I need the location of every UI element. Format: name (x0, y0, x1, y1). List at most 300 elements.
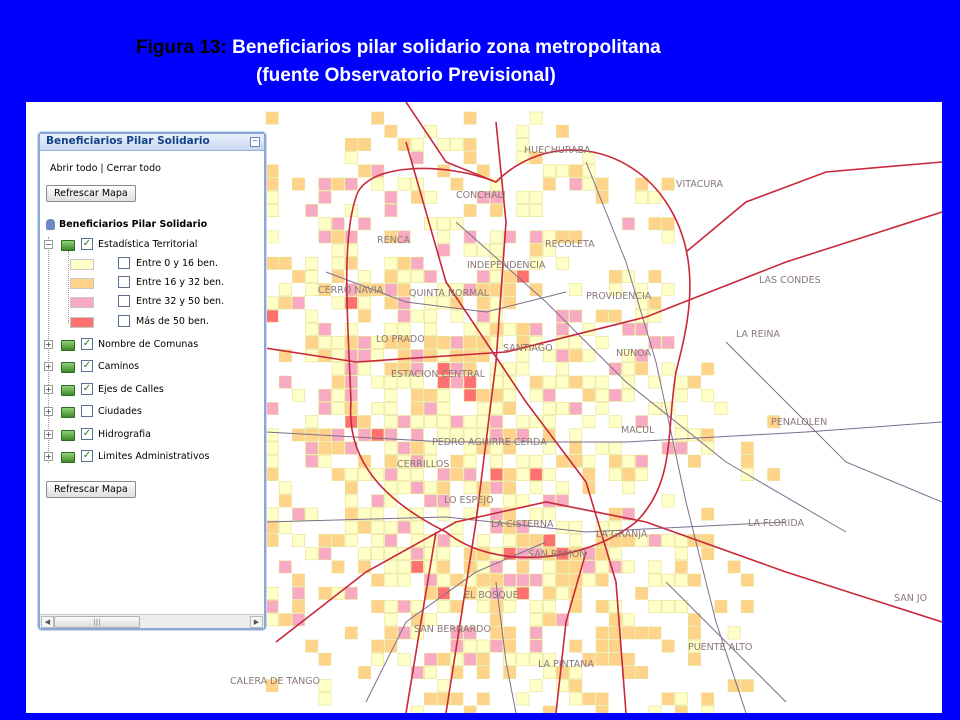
density-cell (411, 416, 423, 428)
comuna-label: PUENTE ALTO (688, 642, 753, 653)
density-cell (319, 534, 331, 546)
density-cell (319, 442, 331, 454)
density-cell (411, 389, 423, 401)
density-cell (675, 442, 687, 454)
density-cell (570, 178, 582, 190)
density-cell (477, 600, 489, 612)
density-cell (530, 455, 542, 467)
density-cell (490, 416, 502, 428)
comuna-label: PROVIDENCIA (586, 291, 652, 302)
density-cell (332, 257, 344, 269)
density-cell (398, 257, 410, 269)
density-cell (504, 389, 516, 401)
density-cell (622, 627, 634, 639)
density-cell (662, 178, 674, 190)
density-cell (385, 614, 397, 626)
folder-icon (61, 385, 75, 396)
density-cell (543, 178, 555, 190)
density-cell (688, 653, 700, 665)
density-cell (398, 482, 410, 494)
density-cell (543, 614, 555, 626)
expand-icon[interactable]: + (45, 430, 52, 439)
density-cell (477, 402, 489, 414)
density-cell (490, 402, 502, 414)
figure-title-line1 (136, 34, 661, 62)
density-cell (622, 376, 634, 388)
density-cell (332, 389, 344, 401)
density-cell (345, 231, 357, 243)
comuna-label: SAN BERNARDO (414, 624, 491, 635)
density-cell (649, 534, 661, 546)
layer-checkbox[interactable]: ✓ (82, 450, 92, 461)
density-cell (398, 561, 410, 573)
density-cell (411, 270, 423, 282)
density-cell (358, 138, 370, 150)
density-cell (622, 666, 634, 678)
density-cell (372, 402, 384, 414)
comuna-label: SAN RAMON (528, 549, 587, 560)
density-cell (517, 363, 529, 375)
density-cell (702, 706, 714, 713)
density-cell (372, 600, 384, 612)
density-cell (438, 468, 450, 480)
density-cell (306, 455, 318, 467)
density-cell (345, 587, 357, 599)
density-cell (424, 693, 436, 705)
density-cell (385, 640, 397, 652)
density-cell (438, 231, 450, 243)
layer-label: Nombre de Comunas (98, 339, 199, 350)
density-cell (266, 429, 278, 441)
density-cell (688, 455, 700, 467)
density-cell (424, 574, 436, 586)
density-cell (596, 376, 608, 388)
density-cell (306, 640, 318, 652)
density-cell (464, 416, 476, 428)
comuna-label: LO PRADO (376, 334, 425, 345)
density-cell (411, 257, 423, 269)
density-cell (609, 389, 621, 401)
density-cell (385, 389, 397, 401)
density-cell (517, 534, 529, 546)
density-cell (636, 310, 648, 322)
density-cell (570, 402, 582, 414)
density-cell (358, 363, 370, 375)
panel-title: Beneficiarios Pilar Solidario (46, 135, 210, 147)
density-cell (675, 561, 687, 573)
layer-label: Limites Administrativos (98, 451, 210, 462)
layer-checkbox[interactable]: ✓ (82, 383, 92, 394)
density-cell (266, 455, 278, 467)
layer-checkbox[interactable] (81, 405, 93, 417)
figure-title-text: Beneficiarios pilar solidario zona metropolitana (232, 37, 661, 58)
density-cell (319, 323, 331, 335)
tree-root-label: Beneficiarios Pilar Solidario (59, 219, 208, 230)
density-cell (649, 574, 661, 586)
density-cell (292, 270, 304, 282)
density-cell (530, 627, 542, 639)
density-cell (662, 640, 674, 652)
density-cell (358, 429, 370, 441)
open-all-link[interactable]: Abrir todo (50, 163, 98, 174)
density-cell (583, 455, 595, 467)
density-cell (543, 706, 555, 713)
comuna-label: PEDRO AGUIRRE CERDA (432, 437, 547, 448)
density-cell (556, 363, 568, 375)
density-cell (636, 468, 648, 480)
density-cell (741, 442, 753, 454)
density-cell (424, 323, 436, 335)
density-cell (556, 561, 568, 573)
density-cell (279, 284, 291, 296)
density-cell (438, 534, 450, 546)
density-cell (292, 297, 304, 309)
comuna-label: LA FLORIDA (748, 518, 804, 529)
density-cell (517, 270, 529, 282)
density-cell (319, 191, 331, 203)
density-cell (398, 600, 410, 612)
density-cell (543, 587, 555, 599)
density-cell (477, 574, 489, 586)
map-viewport[interactable] (26, 102, 942, 713)
density-cell (424, 653, 436, 665)
density-cell (385, 521, 397, 533)
density-cell (662, 363, 674, 375)
density-cell (688, 627, 700, 639)
legend-swatch (70, 278, 94, 289)
density-cell (609, 416, 621, 428)
density-cell (345, 495, 357, 507)
density-cell (490, 561, 502, 573)
density-cell (385, 600, 397, 612)
legend-checkbox[interactable] (118, 276, 130, 288)
density-cell (504, 482, 516, 494)
density-cell (490, 204, 502, 216)
layer-checkbox[interactable]: ✓ (82, 238, 92, 249)
density-cell (675, 693, 687, 705)
density-cell (477, 534, 489, 546)
density-cell (622, 389, 634, 401)
scroll-thumb[interactable] (54, 616, 140, 628)
density-cell (530, 468, 542, 480)
density-cell (583, 389, 595, 401)
comuna-label: INDEPENDENCIA (467, 260, 546, 271)
density-cell (279, 482, 291, 494)
density-cell (266, 614, 278, 626)
close-all-link[interactable]: Cerrar todo (106, 163, 161, 174)
density-cell (570, 310, 582, 322)
density-cell (332, 402, 344, 414)
density-cell (556, 574, 568, 586)
density-cell (464, 653, 476, 665)
density-cell (332, 534, 344, 546)
density-cell (306, 284, 318, 296)
density-cell (438, 389, 450, 401)
density-cell (372, 178, 384, 190)
density-cell (609, 600, 621, 612)
density-cell (477, 323, 489, 335)
density-cell (266, 165, 278, 177)
density-cell (543, 402, 555, 414)
density-cell (662, 534, 674, 546)
density-cell (372, 495, 384, 507)
density-cell (728, 627, 740, 639)
comuna-label: RENCA (377, 235, 410, 246)
density-cell (306, 270, 318, 282)
legend-swatch (70, 259, 94, 270)
density-cell (609, 442, 621, 454)
density-cell (556, 165, 568, 177)
density-cell (438, 680, 450, 692)
comuna-label: ESTACION CENTRAL (391, 369, 486, 380)
layer-checkbox[interactable]: ✓ (82, 338, 92, 349)
density-cell (345, 521, 357, 533)
panel-header (40, 134, 264, 151)
density-cell (649, 270, 661, 282)
density-cell (266, 442, 278, 454)
horizontal-scrollbar[interactable] (40, 614, 264, 628)
density-cell (477, 693, 489, 705)
density-cell (649, 218, 661, 230)
scroll-right-icon[interactable]: ▶ (250, 616, 263, 628)
density-cell (358, 218, 370, 230)
density-cell (662, 600, 674, 612)
density-cell (636, 363, 648, 375)
density-cell (358, 521, 370, 533)
density-cell (570, 350, 582, 362)
density-cell (358, 165, 370, 177)
density-cell (464, 204, 476, 216)
collapse-icon[interactable]: − (45, 240, 52, 249)
comuna-label: LA PINTANA (538, 659, 594, 670)
comuna-label: MACUL (621, 425, 655, 436)
density-cell (398, 350, 410, 362)
legend-checkbox[interactable] (118, 315, 130, 327)
density-cell (411, 310, 423, 322)
density-cell (438, 482, 450, 494)
density-cell (319, 336, 331, 348)
layer-label: Ejes de Calles (98, 384, 164, 395)
legend-label: Entre 0 y 16 ben. (136, 258, 219, 269)
comuna-label: CALERA DE TANGO (230, 676, 321, 687)
density-cell (358, 336, 370, 348)
density-cell (728, 561, 740, 573)
density-cell (570, 640, 582, 652)
density-cell (622, 218, 634, 230)
legend-checkbox[interactable] (118, 257, 130, 269)
density-cell (543, 165, 555, 177)
folder-icon (61, 430, 75, 441)
density-cell (438, 336, 450, 348)
density-cell (319, 455, 331, 467)
density-cell (424, 191, 436, 203)
density-cell (411, 402, 423, 414)
density-cell (583, 574, 595, 586)
density-cell (411, 561, 423, 573)
density-cell (530, 323, 542, 335)
density-cell (556, 376, 568, 388)
comuna-label: CERRO NAVIA (318, 285, 384, 296)
density-cell (385, 270, 397, 282)
density-cell (530, 112, 542, 124)
density-cell (490, 627, 502, 639)
legend-label: Entre 32 y 50 ben. (136, 296, 225, 307)
density-cell (504, 402, 516, 414)
density-cell (358, 350, 370, 362)
density-cell (372, 653, 384, 665)
density-cell (398, 574, 410, 586)
density-cell (596, 310, 608, 322)
density-cell (609, 310, 621, 322)
layers-panel (38, 132, 266, 630)
density-cell (543, 561, 555, 573)
density-cell (504, 323, 516, 335)
density-cell (530, 482, 542, 494)
density-cell (319, 680, 331, 692)
density-cell (543, 495, 555, 507)
density-cell (451, 653, 463, 665)
density-cell (464, 231, 476, 243)
density-cell (451, 310, 463, 322)
minimize-icon[interactable]: − (250, 137, 260, 147)
comuna-label: HUECHURABA (524, 145, 591, 156)
density-cell (372, 574, 384, 586)
density-cell (266, 204, 278, 216)
folder-icon (61, 362, 75, 373)
density-cell (424, 336, 436, 348)
expand-icon[interactable]: + (45, 362, 52, 371)
expand-icon[interactable]: + (45, 407, 52, 416)
density-cell (556, 402, 568, 414)
density-cell (411, 521, 423, 533)
expand-icon[interactable]: + (45, 385, 52, 394)
density-cell (279, 521, 291, 533)
density-cell (358, 666, 370, 678)
density-cell (266, 587, 278, 599)
density-cell (636, 455, 648, 467)
density-cell (517, 693, 529, 705)
density-cell (675, 389, 687, 401)
density-cell (438, 653, 450, 665)
density-cell (306, 310, 318, 322)
density-cell (675, 706, 687, 713)
density-cell (424, 270, 436, 282)
layer-checkbox[interactable]: ✓ (82, 360, 92, 371)
density-cell (424, 416, 436, 428)
density-cell (332, 442, 344, 454)
density-cell (530, 376, 542, 388)
figure-subtitle: (fuente Observatorio Previsional) (256, 65, 556, 86)
density-cell (530, 574, 542, 586)
density-cell (292, 534, 304, 546)
density-cell (358, 310, 370, 322)
density-cell (385, 574, 397, 586)
density-cell (319, 231, 331, 243)
density-cell (385, 191, 397, 203)
density-cell (530, 231, 542, 243)
legend-checkbox[interactable] (118, 295, 130, 307)
density-cell (504, 574, 516, 586)
expand-icon[interactable]: + (45, 452, 52, 461)
density-cell (504, 468, 516, 480)
density-cell (424, 350, 436, 362)
density-cell (385, 402, 397, 414)
density-cell (504, 627, 516, 639)
density-cell (688, 376, 700, 388)
density-cell (596, 178, 608, 190)
density-cell (702, 508, 714, 520)
density-cell (464, 389, 476, 401)
density-cell (530, 614, 542, 626)
density-cell (490, 468, 502, 480)
comuna-label: PENALOLEN (771, 417, 828, 428)
density-cell (477, 653, 489, 665)
density-cell (411, 152, 423, 164)
density-cell (504, 270, 516, 282)
density-cell (279, 561, 291, 573)
density-cell (319, 653, 331, 665)
density-cell (372, 112, 384, 124)
density-cell (517, 455, 529, 467)
density-cell (556, 257, 568, 269)
density-cell (622, 653, 634, 665)
density-cell (596, 627, 608, 639)
density-cell (306, 416, 318, 428)
density-cell (345, 178, 357, 190)
comuna-label: CERRILLOS (397, 459, 450, 470)
density-cell (411, 429, 423, 441)
density-cell (385, 455, 397, 467)
expand-icon[interactable]: + (45, 340, 52, 349)
density-cell (517, 468, 529, 480)
density-cell (596, 389, 608, 401)
density-cell (372, 534, 384, 546)
density-cell (424, 310, 436, 322)
density-cell (530, 244, 542, 256)
legend-label: Entre 16 y 32 ben. (136, 277, 225, 288)
legend-swatch (70, 317, 94, 328)
density-cell (438, 561, 450, 573)
density-cell (464, 350, 476, 362)
density-cell (398, 178, 410, 190)
density-cell (530, 640, 542, 652)
density-cell (464, 468, 476, 480)
density-cell (411, 482, 423, 494)
density-cell (398, 627, 410, 639)
refresh-map-button-bottom[interactable]: Refrescar Mapa (46, 481, 136, 498)
density-cell (411, 468, 423, 480)
density-cell (279, 297, 291, 309)
density-cell (451, 468, 463, 480)
comuna-label: LO ESPEJO (444, 495, 494, 506)
density-cell (385, 561, 397, 573)
scroll-left-icon[interactable]: ◀ (41, 616, 54, 628)
density-cell (477, 389, 489, 401)
density-cell (477, 666, 489, 678)
density-cell (609, 363, 621, 375)
density-cell (438, 402, 450, 414)
density-cell (266, 508, 278, 520)
density-cell (596, 402, 608, 414)
density-cell (464, 455, 476, 467)
layer-checkbox[interactable]: ✓ (82, 428, 92, 439)
density-cell (596, 706, 608, 713)
density-cell (332, 218, 344, 230)
density-cell (332, 363, 344, 375)
refresh-map-button-top[interactable]: Refrescar Mapa (46, 185, 136, 202)
folder-icon (61, 407, 75, 418)
comuna-label: SANTIAGO (503, 343, 553, 354)
